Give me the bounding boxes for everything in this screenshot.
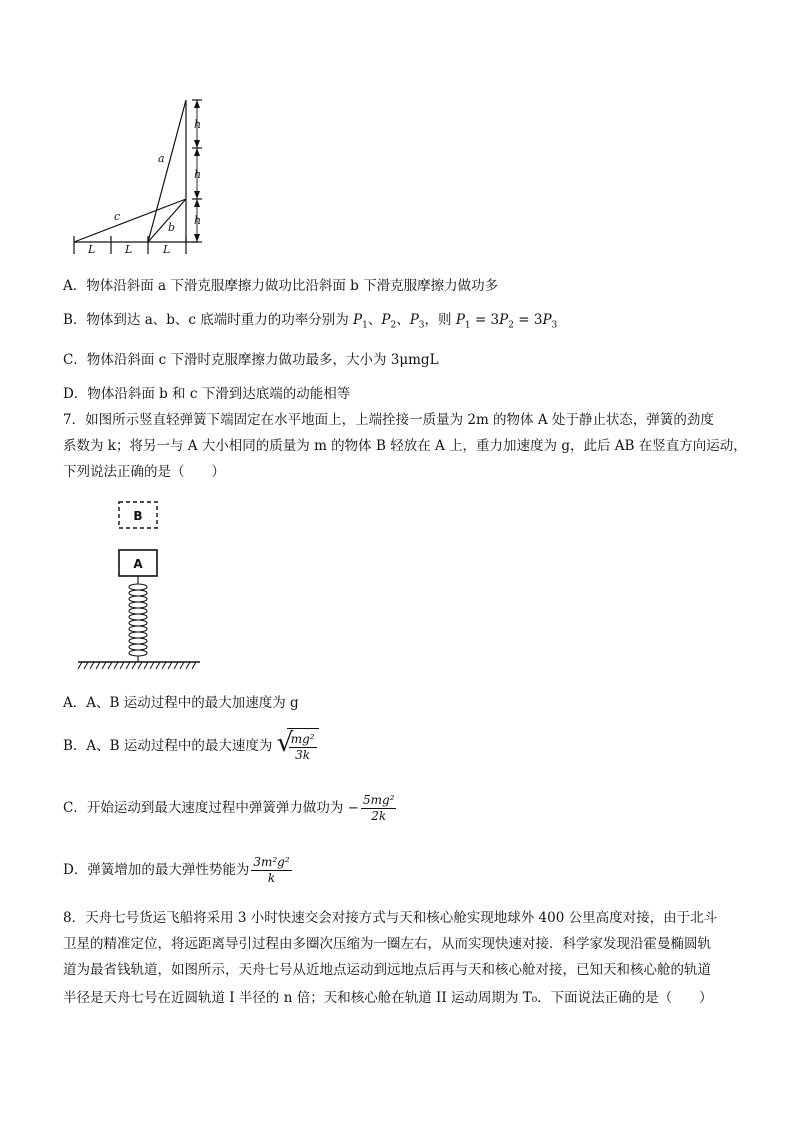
- q6-option-d: D．物体沿斜面 b 和 c 下滑到达底端的动能相等: [63, 386, 351, 402]
- q7-b-num: mg²: [290, 732, 315, 746]
- q8-line-1: 8．天舟七号货运飞船将采用 3 小时快速交会对接方式与天和核心舱实现地球外 400 公里高度对接，由于北斗: [63, 910, 718, 926]
- label-L2: L: [125, 243, 133, 254]
- label-h3: h: [194, 214, 202, 227]
- q7-option-b-text: B．A、B 运动过程中的最大速度为: [63, 738, 273, 754]
- q7-d-den: k: [267, 871, 276, 885]
- q8-line-4: 半径是天舟七号在近圆轨道 I 半径的 n 倍；天和核心舱在轨道 II 运动周期为 T₀．下面说法正确的是（ ）: [63, 990, 713, 1006]
- label-c: c: [114, 210, 121, 223]
- label-a: a: [158, 152, 165, 165]
- label-L1: L: [88, 243, 96, 254]
- q7-c-num: 5mg²: [362, 793, 395, 807]
- q7-stem-2: 系数为 k；将另一与 A 大小相同的质量为 m 的物体 B 轻放在 A 上，重力加速度为 g，此后 AB 在竖直方向运动，: [63, 438, 747, 454]
- block-a-label: A: [133, 557, 143, 571]
- label-h1: h: [194, 118, 202, 131]
- q6-option-b-text: B．物体到达 a、b、c 底端时重力的功率分别为: [63, 312, 354, 328]
- q7-option-d-text: D．弹簧增加的最大弹性势能为: [63, 862, 250, 878]
- label-L3: L: [163, 243, 171, 254]
- q6-option-c: C．物体沿斜面 c 下滑时克服摩擦力做功最多，大小为 3μmgL: [63, 352, 439, 368]
- q7-d-num: 3m²g²: [253, 855, 290, 869]
- q7-stem-3: 下列说法正确的是（ ）: [63, 464, 225, 480]
- q7-option-c-text: C．开始运动到最大速度过程中弹簧弹力做功为 −: [63, 800, 359, 816]
- q6-option-b-mid: ，则: [424, 312, 456, 328]
- q7-option-c: [63, 790, 398, 826]
- q7-stem-1: 7．如图所示竖直轻弹簧下端固定在水平地面上，上端拴接一质量为 2m 的物体 A 处于静止状态，弹簧的劲度: [63, 412, 714, 428]
- q8-line-2: 卫星的精准定位，将远距离导引过程由多圈次压缩为一圈左右，从而实现快速对接．科学家发现沿霍曼椭圆轨: [63, 936, 711, 952]
- q7-c-den: 2k: [371, 809, 387, 823]
- q6-option-a: A．物体沿斜面 a 下滑克服摩擦力做功比沿斜面 b 下滑克服摩擦力做功多: [63, 278, 499, 294]
- spring: [129, 576, 147, 662]
- label-h2: h: [194, 168, 202, 181]
- q6-option-b: B．物体到达 a、b、c 底端时重力的功率分别为 $P_1$、$P_2$、$P_3$，则 $P_1 = 3P_2 = 3P_3$: [63, 312, 558, 331]
- block-b-label: B: [133, 509, 143, 523]
- q7-option-b: B．A、B 运动过程中的最大速度为 √ $\frac{\text{mg²}}{3k}$: [63, 728, 319, 765]
- spring-figure: [74, 496, 204, 672]
- q7-option-d: [63, 852, 294, 888]
- label-b: b: [168, 221, 176, 234]
- q7-b-den: 3k: [295, 748, 311, 762]
- q8-line-3: 道为最省钱轨道，如图所示，天舟七号从近地点运动到远地点后再与天和核心舱对接，已知天和核心舱的轨道: [63, 962, 711, 978]
- q7-option-a: A．A、B 运动过程中的最大加速度为 g: [63, 695, 299, 711]
- incline-figure: [68, 96, 218, 254]
